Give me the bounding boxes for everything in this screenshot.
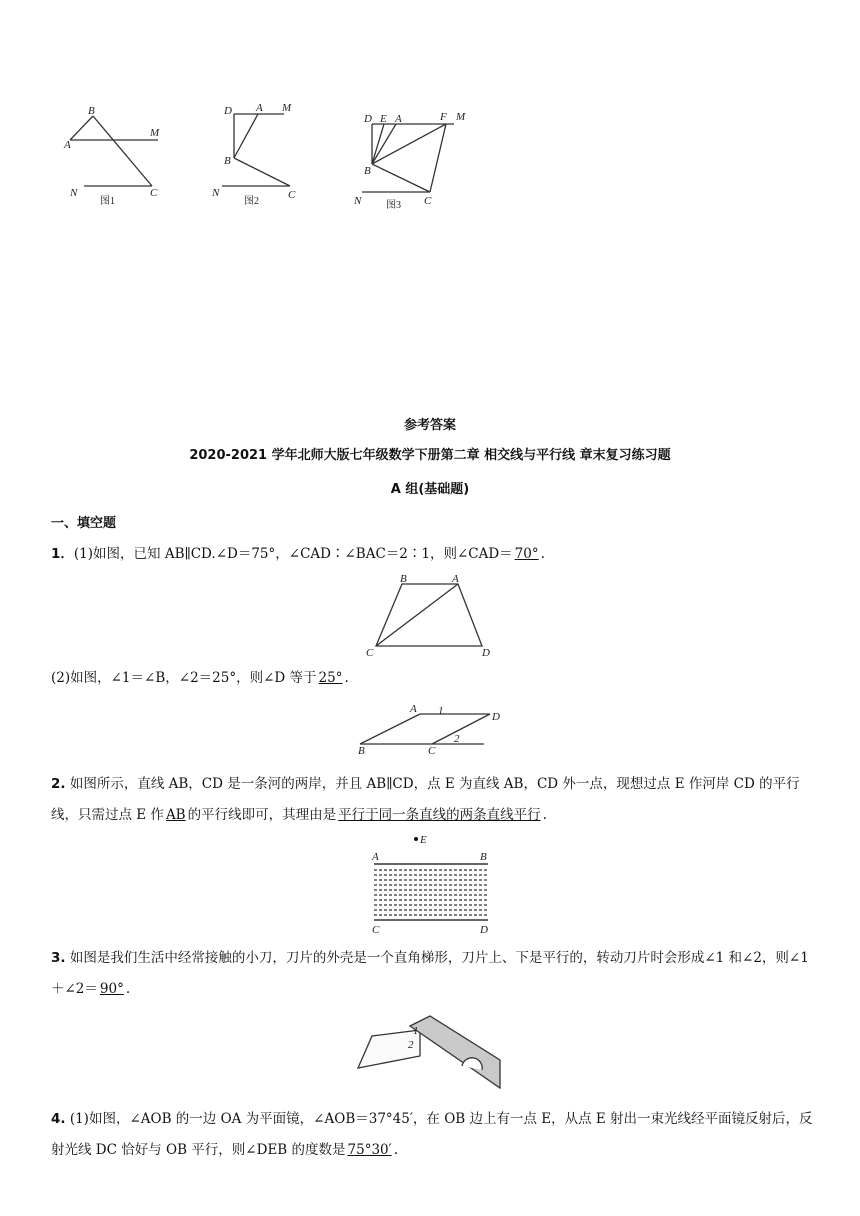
punctuation: . [540, 546, 545, 562]
figure-2 [210, 100, 310, 210]
question-text: (1)如图，∠AOB 的一边 OA 为平面镜，∠AOB＝37°45′，在 OB 边上有一点 E，从点 E 射出一束光线经平面镜反射后，反射光线 DC 恰好与 OB 平行，则∠DEB 的度数是 [51, 1111, 813, 1158]
label-n: N [212, 187, 220, 199]
label-f: F [440, 111, 447, 123]
question-1-part-1 [51, 539, 813, 570]
label-c: C [150, 187, 158, 199]
label-c: C [428, 745, 436, 754]
label-d: D [492, 711, 500, 723]
label-b: B [364, 165, 371, 177]
q1-figure-2 [356, 698, 516, 754]
q3-knife-figure [350, 1012, 506, 1092]
question-4 [51, 1104, 813, 1166]
label-d: D [480, 924, 488, 936]
question-text: 如图所示，直线 AB，CD 是一条河的两岸，并且 AB∥CD，点 E 为直线 AB，CD 外一点，现想过点 E 作河岸 CD 的平行线，只需过点 E 作 [51, 776, 800, 823]
label-m: M [150, 127, 160, 139]
label-b: B [224, 155, 231, 167]
answer-blank: 75°30′ [347, 1142, 392, 1158]
answer-blank: 25° [318, 670, 343, 686]
label-a: A [372, 851, 379, 863]
label-e: E [420, 834, 427, 846]
section-heading: 一、填空题 [51, 516, 117, 531]
label-e: E [380, 113, 387, 125]
question-number: 3. [51, 950, 66, 966]
label-a: A [256, 102, 263, 114]
punctuation: . [393, 1142, 398, 1158]
label-a: A [452, 573, 459, 585]
question-text: (2)如图，∠1＝∠B，∠2＝25°，则∠D 等于 [51, 670, 317, 686]
question-text: (1)如图，已知 AB∥CD.∠D＝75°，∠CAD∶∠BAC＝2∶1，则∠CAD＝ [73, 546, 513, 562]
angle-2-label: 2 [454, 733, 460, 745]
answer-key-subtitle: 2020-2021 学年北师大版七年级数学下册第二章 相交线与平行线 章末复习练习题 [189, 448, 671, 463]
punctuation: . [344, 670, 349, 686]
question-text-2: 的平行线即可，其理由是 [187, 807, 337, 823]
answer-blank-2: 平行于同一条直线的两条直线平行 [338, 807, 541, 823]
answer-blank: 70° [514, 546, 539, 562]
figure-1 [60, 100, 170, 210]
label-n: N [354, 195, 362, 207]
label-b: B [358, 745, 365, 754]
label-c: C [366, 647, 374, 659]
label-n: N [70, 187, 78, 199]
question-number: 2. [51, 776, 66, 792]
label-b: B [480, 851, 487, 863]
label-d: D [224, 105, 232, 117]
answer-blank: 90° [99, 981, 124, 997]
label-a: A [64, 139, 71, 151]
label-c: C [424, 195, 432, 207]
answer-blank-1: AB [165, 807, 186, 823]
figure-3 [350, 100, 480, 210]
label-c: C [372, 924, 380, 936]
answer-key-title: 参考答案 [403, 418, 456, 433]
punctuation: . [125, 981, 131, 997]
label-m: M [456, 111, 466, 123]
question-1-part-2 [51, 663, 813, 694]
question-number: 1． [51, 546, 74, 562]
angle-1-label: 1 [413, 1025, 419, 1037]
question-number: 4. [51, 1111, 66, 1127]
label-a: A [395, 113, 402, 125]
figure-3-caption: 图3 [386, 200, 401, 210]
figure-2-caption: 图2 [244, 196, 259, 207]
figure-1-caption: 图1 [100, 196, 115, 207]
q2-river-figure [364, 832, 500, 938]
label-m: M [282, 102, 292, 114]
label-c: C [288, 189, 296, 201]
label-b: B [400, 573, 407, 585]
question-3 [51, 943, 813, 1005]
angle-2-label: 2 [408, 1039, 414, 1051]
question-2 [51, 769, 813, 831]
question-text: 如图是我们生活中经常接触的小刀，刀片的外壳是一个直角梯形，刀片上、下是平行的，转动刀片时会形成∠1 和∠2，则∠1＋∠2＝ [51, 950, 809, 997]
angle-1-label: 1 [438, 705, 444, 717]
label-b: B [88, 105, 95, 117]
answer-key-group: A 组(基础题) [390, 482, 470, 497]
label-d: D [364, 113, 372, 125]
q1-figure-1 [362, 570, 498, 660]
label-d: D [482, 647, 490, 659]
punctuation: . [542, 807, 547, 823]
label-a: A [410, 703, 417, 715]
